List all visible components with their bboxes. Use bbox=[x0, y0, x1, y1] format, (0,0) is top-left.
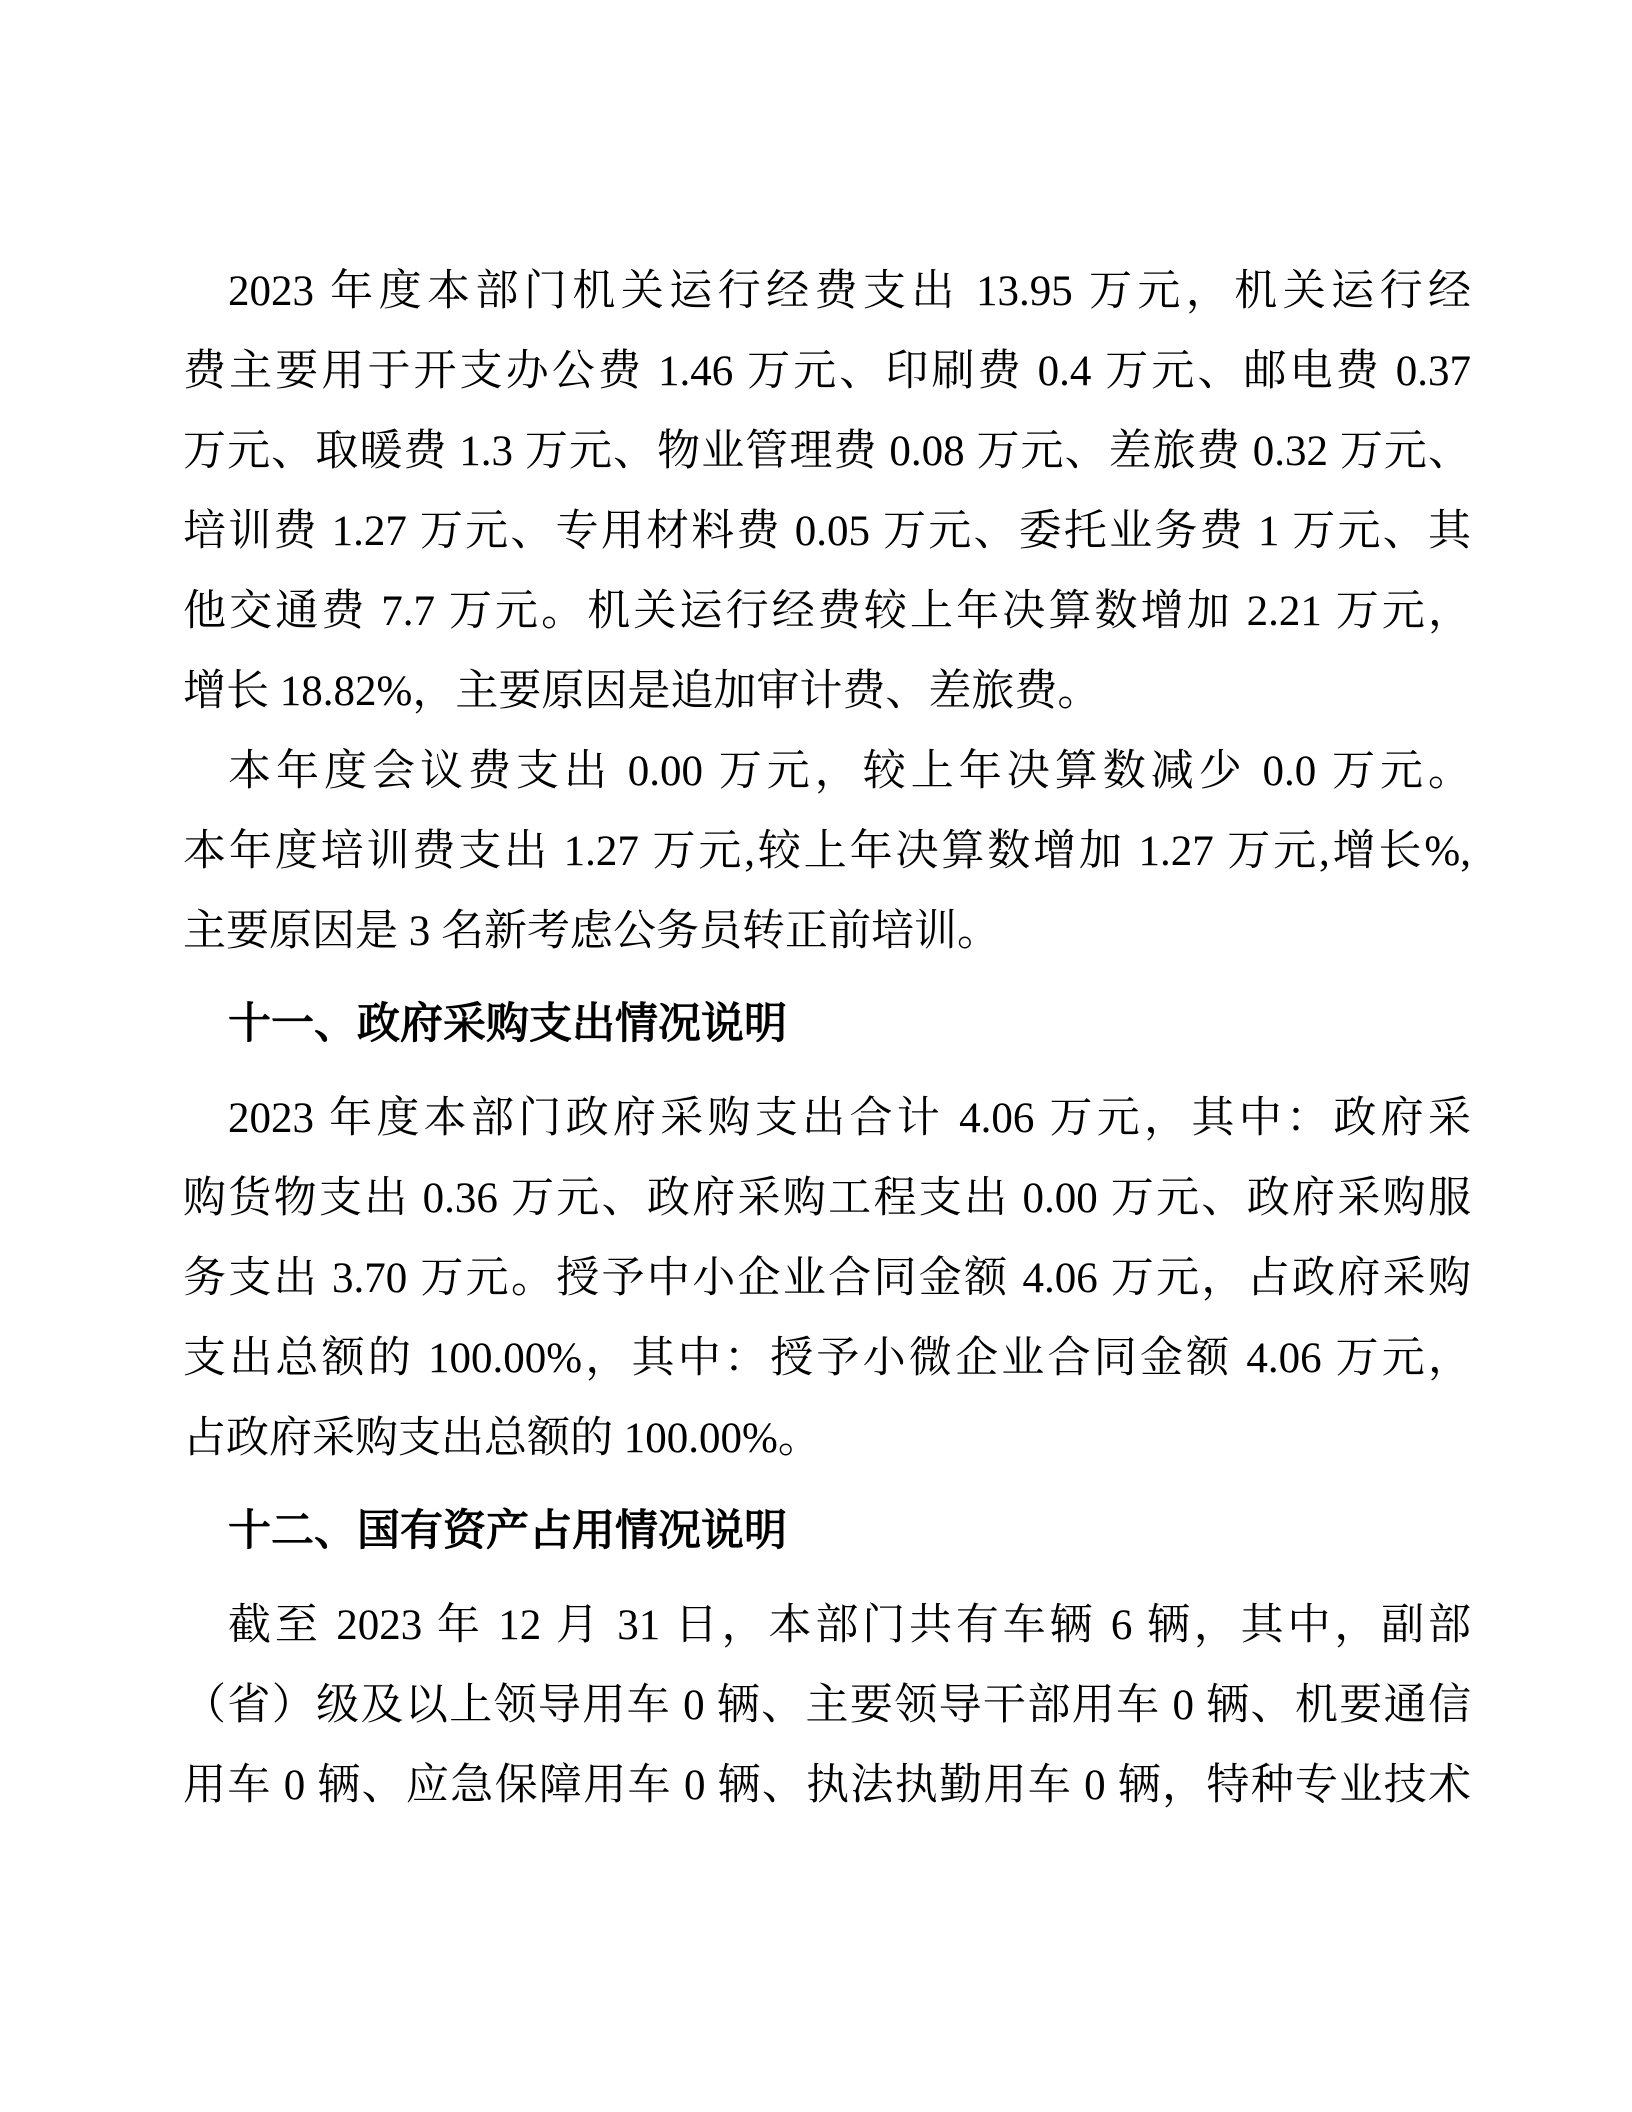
text-line: 本年度会议费支出 0.00 万元，较上年决算数减少 0.0 万元。 bbox=[228, 748, 1471, 795]
text-line: 主要原因是 3 名新考虑公务员转正前培训。 bbox=[183, 908, 1000, 955]
text-line: 费主要用于开支办公费 1.46 万元、印刷费 0.4 万元、邮电费 0.37 bbox=[183, 348, 1471, 395]
text-line: 2023 年度本部门机关运行经费支出 13.95 万元，机关运行经 bbox=[228, 268, 1471, 315]
text-line: 支出总额的 100.00%，其中：授予小微企业合同金额 4.06 万元， bbox=[183, 1335, 1471, 1382]
text-line: 万元、取暖费 1.3 万元、物业管理费 0.08 万元、差旅费 0.32 万元、 bbox=[183, 428, 1471, 475]
text-line: 增长 18.82%，主要原因是追加审计费、差旅费。 bbox=[183, 668, 1101, 715]
section-heading: 十一、政府采购支出情况说明 bbox=[228, 1001, 787, 1048]
text-line: 务支出 3.70 万元。授予中小企业合同金额 4.06 万元，占政府采购 bbox=[183, 1255, 1471, 1302]
document-body bbox=[183, 252, 1471, 1826]
text-line: 占政府采购支出总额的 100.00%。 bbox=[183, 1415, 821, 1462]
text-line: 培训费 1.27 万元、专用材料费 0.05 万元、委托业务费 1 万元、其 bbox=[183, 508, 1471, 555]
text-line: 截至 2023 年 12 月 31 日，本部门共有车辆 6 辆，其中，副部 bbox=[228, 1602, 1471, 1649]
text-line: 本年度培训费支出 1.27 万元,较上年决算数增加 1.27 万元,增长%, bbox=[183, 828, 1471, 875]
section-heading: 十二、国有资产占用情况说明 bbox=[228, 1508, 787, 1555]
text-line: 2023 年度本部门政府采购支出合计 4.06 万元，其中：政府采 bbox=[228, 1095, 1471, 1142]
text-line: 他交通费 7.7 万元。机关运行经费较上年决算数增加 2.21 万元， bbox=[183, 588, 1471, 635]
text-line: （省）级及以上领导用车 0 辆、主要领导干部用车 0 辆、机要通信 bbox=[183, 1682, 1471, 1729]
text-line: 购货物支出 0.36 万元、政府采购工程支出 0.00 万元、政府采购服 bbox=[183, 1175, 1471, 1222]
text-line: 用车 0 辆、应急保障用车 0 辆、执法执勤用车 0 辆，特种专业技术 bbox=[183, 1762, 1471, 1809]
